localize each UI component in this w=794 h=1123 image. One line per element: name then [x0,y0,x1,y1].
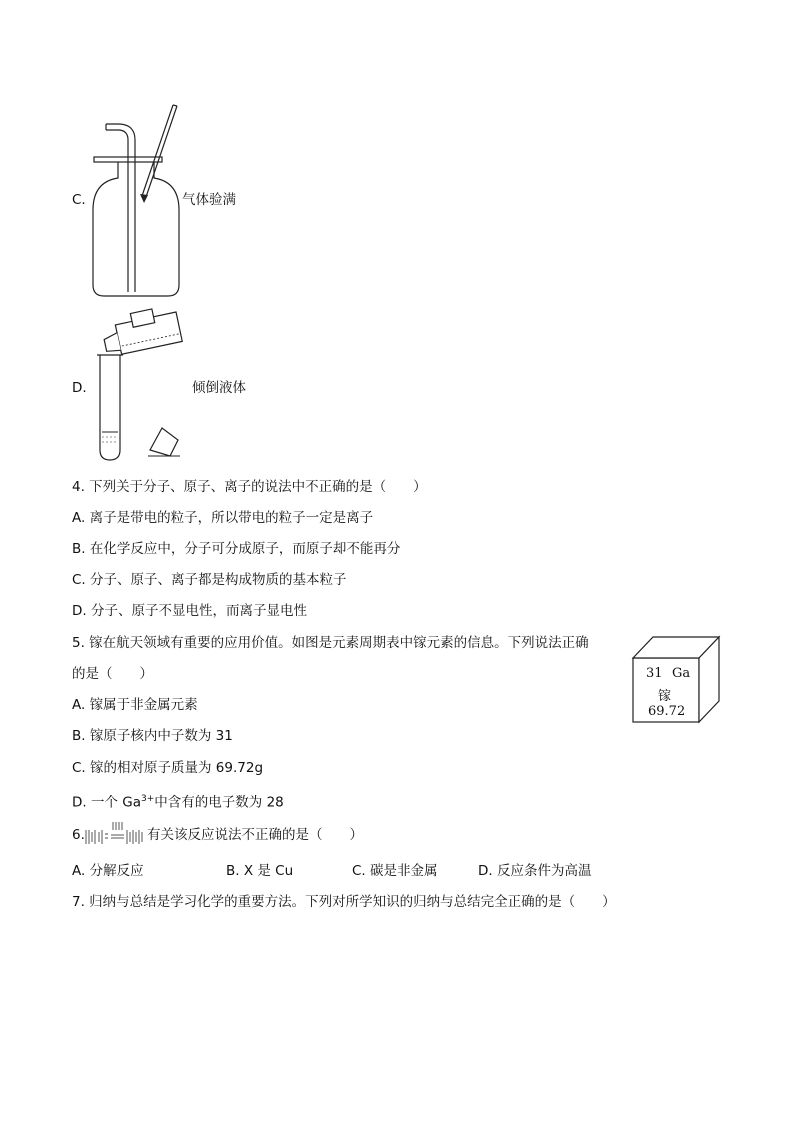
q5-option-d [72,790,284,812]
option-c-letter: C. [72,192,86,208]
q4-option-b: B. 在化学反应中，分子可分成原子，而原子却不能再分 [72,541,401,557]
element-atomic-number: 31 [646,666,663,681]
q4-stem: 4. 下列关于分子、原子、离子的说法中不正确的是（ ） [72,479,427,495]
q5-stem-line2: 的是（ ） [72,666,153,682]
q5-option-d-suffix: 中含有的电子数为 28 [154,794,284,811]
q5-option-a: A. 镓属于非金属元素 [72,697,198,713]
pouring-liquid-figure [90,310,200,460]
q5-option-b: B. 镓原子核内中子数为 31 [72,728,233,744]
q6-number: 6. [72,827,85,843]
q6-option-b: B. X 是 Cu [226,863,294,879]
option-c-caption: 气体验满 [182,192,236,208]
q4-option-c: C. 分子、原子、离子都是构成物质的基本粒子 [72,572,347,588]
q6-option-a: A. 分解反应 [72,863,144,879]
reaction-equation-image [84,818,146,848]
q4-option-d: D. 分子、原子不显电性，而离子显电性 [72,603,307,619]
q6-stem: 有关该反应说法不正确的是（ ） [147,827,363,843]
q5-option-d-charge: 3+ [141,794,155,804]
option-d-caption: 倾倒液体 [192,380,246,396]
q5-option-c: C. 镓的相对原子质量为 69.72g [72,760,264,776]
q6-option-c: C. 碳是非金属 [352,863,438,879]
q6-option-d: D. 反应条件为高温 [478,863,592,879]
q7-stem: 7. 归纳与总结是学习化学的重要方法。下列对所学知识的归纳与总结完全正确的是（ ） [72,894,616,910]
element-symbol: Ga [672,666,691,681]
element-name: 镓 [658,689,672,704]
q5-option-d-prefix: D. 一个 Ga [72,794,142,811]
q5-stem-line1: 5. 镓在航天领域有重要的应用价值。如图是元素周期表中镓元素的信息。下列说法正确 [72,635,589,651]
q4-option-a: A. 离子是带电的粒子，所以带电的粒子一定是离子 [72,510,374,526]
element-atomic-mass: 69.72 [648,704,686,719]
option-d-letter: D. [72,380,87,396]
